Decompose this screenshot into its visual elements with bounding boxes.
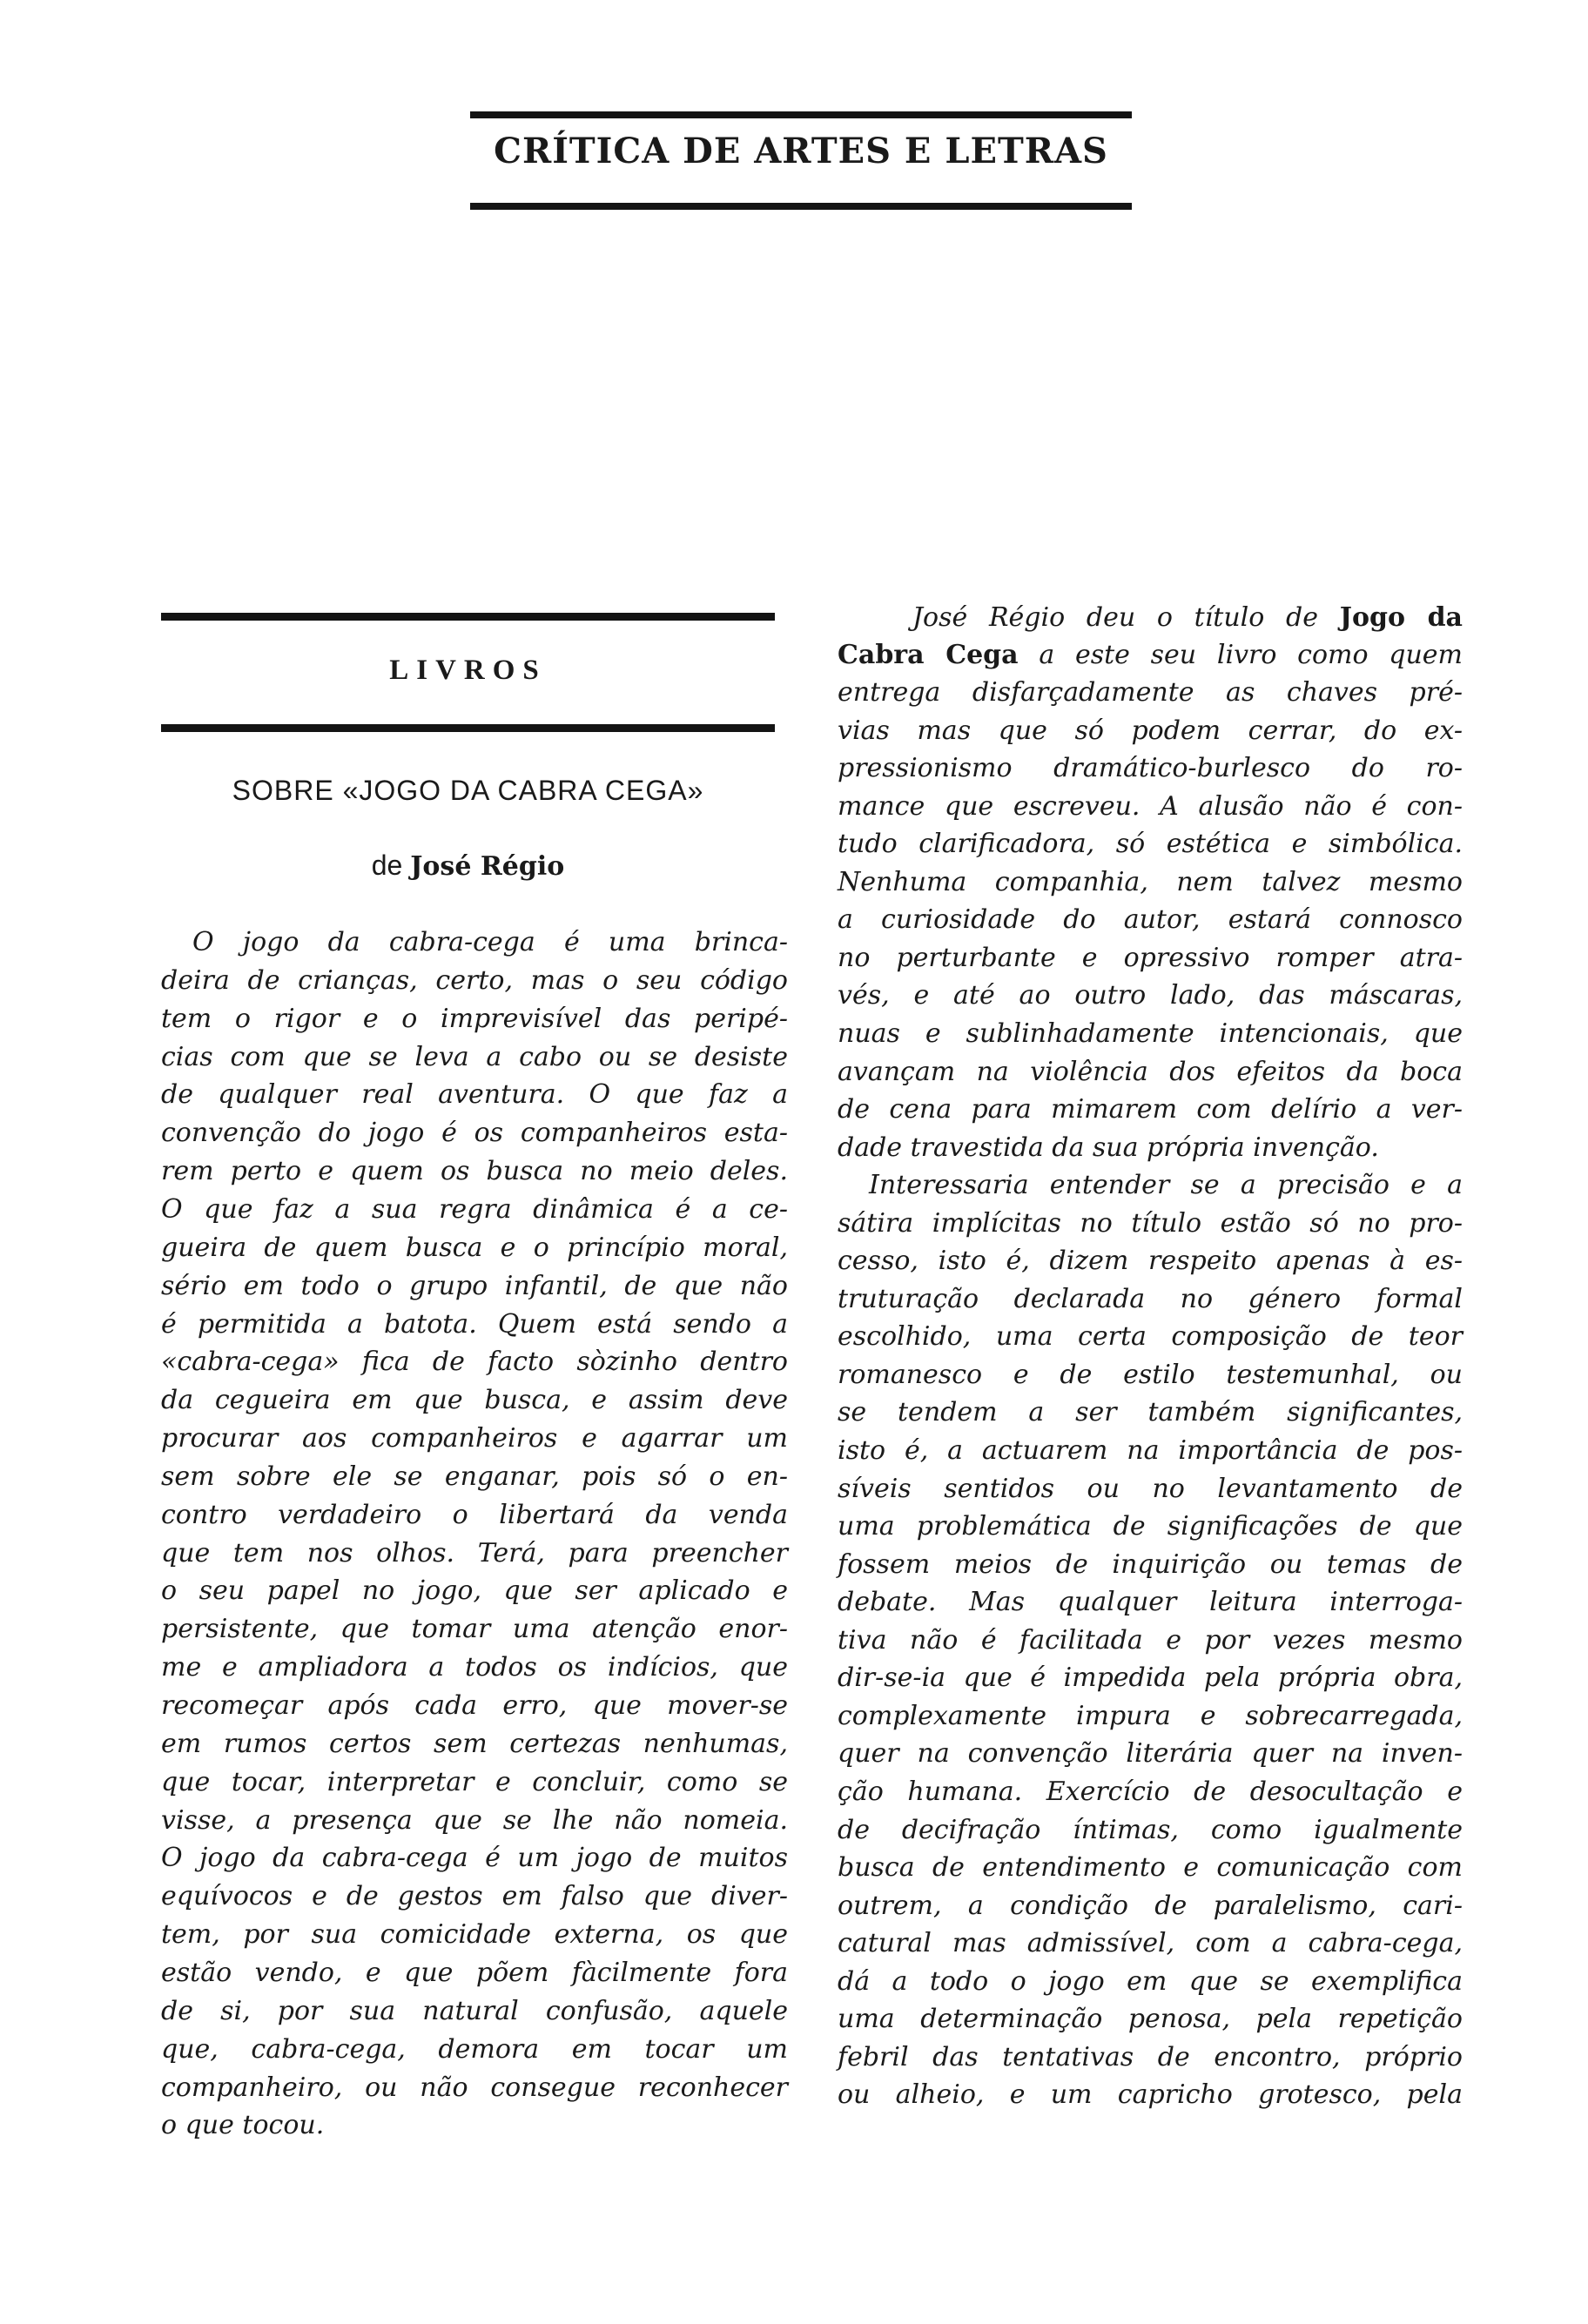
left-column-line: visse, a presença que se lhe não nomeia.: [161, 1804, 788, 1836]
right-column-line: complexamente impura e sobrecarregada,: [838, 1700, 1463, 1731]
right-column-line: se tendem a ser também significantes,: [838, 1397, 1463, 1428]
left-column-line: equívocos e de gestos em falso que diver-: [161, 1881, 788, 1912]
section-rule-bottom: [161, 724, 775, 732]
header-rule-bottom: [470, 203, 1132, 210]
right-column-line: busca de entendimento e comunicação com: [838, 1852, 1463, 1884]
right-column-line: escolhido, uma certa composição de teor: [838, 1321, 1463, 1353]
right-column-line: de decifração íntimas, como igualmente: [838, 1814, 1463, 1845]
right-column-line: debate. Mas qualquer leitura interroga-: [838, 1587, 1463, 1618]
right-column-line: dá a todo o jogo em que se exemplifica: [838, 1965, 1463, 1997]
right-column-line: Nenhuma companhia, nem talvez mesmo: [838, 866, 1463, 897]
section-label: LIVROS: [389, 655, 547, 686]
left-column-line: rem perto e quem os busca no meio deles.: [161, 1156, 788, 1187]
right-column-line: a curiosidade do autor, estará connosco: [838, 904, 1463, 936]
right-column-line: no perturbante e opressivo romper atra-: [838, 942, 1463, 973]
left-column-line: tem o rigor e o imprevisível das peripé-: [161, 1003, 788, 1034]
left-column-line: deira de crianças, certo, mas o seu código: [161, 964, 788, 996]
left-column-line: da cegueira em que busca, e assim deve: [161, 1385, 788, 1416]
left-column-line: convenção do jogo é os companheiros esta-: [161, 1118, 788, 1149]
article-byline: [161, 850, 775, 882]
page-header-title: CRÍTICA DE ARTES E LETRAS: [494, 131, 1108, 171]
left-column-line: «cabra-cega» fica de facto sòzinho dentro: [161, 1347, 788, 1378]
left-column-line: procurar aos companheiros e agarrar um: [161, 1423, 788, 1454]
right-column-line: nuas e sublinhadamente intencionais, que: [838, 1018, 1463, 1049]
left-column-line: tem, por sua comicidade externa, os que: [161, 1919, 788, 1951]
section-rule-top: [161, 613, 775, 621]
left-column-line: contro verdadeiro o libertará da venda: [161, 1499, 788, 1530]
right-column-line: quer na convenção literária quer na inven-: [838, 1738, 1463, 1770]
left-column-line: de qualquer real aventura. O que faz a: [161, 1079, 788, 1111]
left-column-line: estão vendo, e que põem fàcilmente fora: [161, 1957, 788, 1988]
right-line-1a: José Régio deu o título de: [912, 602, 1319, 633]
left-column-line: cias com que se leva a cabo ou se desiste: [161, 1041, 788, 1072]
right-column-line: tiva não é facilitada e por vezes mesmo: [838, 1624, 1463, 1656]
byline-author: José Régio: [410, 851, 565, 882]
right-column-line: uma determinação penosa, pela repetição: [838, 2004, 1463, 2035]
left-column-line: companheiro, ou não consegue reconhecer: [161, 2072, 788, 2103]
left-column-line: recomeçar após cada erro, que mover-se: [161, 1690, 788, 1721]
right-column-line: ção humana. Exercício de desocultação e: [838, 1776, 1463, 1807]
right-column-line: de cena para mimarem com delírio a ver-: [838, 1094, 1463, 1125]
right-column-line: pressionismo dramático-burlesco do ro-: [838, 753, 1463, 784]
right-column-line: avançam na violência dos efeitos da boca: [838, 1056, 1463, 1087]
left-column-line: de si, por sua natural confusão, aquele: [161, 1995, 788, 2026]
right-column-line: truturação declarada no género formal: [838, 1283, 1463, 1314]
right-column-line: mance que escreveu. A alusão não é con-: [838, 790, 1463, 822]
right-column-line: síveis sentidos ou no levantamento de: [838, 1473, 1463, 1504]
left-column-line: que, cabra-cega, demora em tocar um: [161, 2033, 788, 2065]
left-column-line: O jogo da cabra-cega é um jogo de muitos: [161, 1843, 788, 1874]
right-line-2b: a este seu livro como quem: [1039, 640, 1464, 670]
right-column-line: catural mas admissível, com a cabra-cega,: [838, 1928, 1463, 1959]
right-line-2a: Cabra Cega: [838, 640, 1019, 670]
right-column-line: [881, 601, 1463, 635]
left-column-line: O que faz a sua regra dinâmica é a ce-: [161, 1193, 788, 1225]
left-column-line: sério em todo o grupo infantil, de que não: [161, 1270, 788, 1301]
left-column-line: sem sobre ele se enganar, pois só o en-: [161, 1461, 788, 1492]
right-column-line: vias mas que só podem cerrar, do ex-: [838, 715, 1463, 746]
right-column-line: dir-se-ia que é impedida pela própria obra,: [838, 1662, 1463, 1694]
article-title: SOBRE «JOGO DA CABRA CEGA»: [232, 775, 704, 806]
left-column-line: gueira de quem busca e o princípio moral,: [161, 1232, 788, 1263]
right-column-line: uma problemática de significações de que: [838, 1511, 1463, 1542]
left-column-line: o que tocou.: [161, 2110, 325, 2141]
right-column-line: tudo clarificadora, só estética e simbólica.: [838, 829, 1463, 860]
right-column-line: sátira implícitas no título estão só no pro-: [838, 1207, 1463, 1239]
left-column-line: me e ampliadora a todos os indícios, que: [161, 1652, 788, 1683]
right-column-line: dade travestida da sua própria invenção.: [838, 1132, 1379, 1163]
right-column-line: ou alheio, e um capricho grotesco, pela: [838, 2079, 1463, 2111]
right-column-line: vés, e até ao outro lado, das máscaras,: [838, 980, 1463, 1011]
right-column-line: isto é, a actuarem na importância de pos-: [838, 1435, 1463, 1466]
right-column-line: fossem meios de inquirição ou temas de: [838, 1548, 1463, 1580]
right-column-line: Interessaria entender se a precisão e a: [869, 1170, 1463, 1201]
left-column-line: O jogo da cabra-cega é uma brinca-: [192, 927, 788, 957]
left-column-line: em rumos certos sem certezas nenhumas,: [161, 1728, 788, 1759]
left-column-line: persistente, que tomar uma atenção enor-: [161, 1614, 788, 1645]
right-column-line: entrega disfarçadamente as chaves pré-: [838, 677, 1463, 708]
right-line-1b: Jogo da: [1339, 602, 1463, 633]
right-column-line: outrem, a condição de paralelismo, cari-: [838, 1890, 1463, 1921]
right-column-line: romanesco e de estilo testemunhal, ou: [838, 1359, 1463, 1390]
left-column-line: é permitida a batota. Quem está sendo a: [161, 1308, 788, 1340]
left-column-line: que tocar, interpretar e concluir, como se: [161, 1766, 788, 1797]
right-column-line: febril das tentativas de encontro, próprio: [838, 2041, 1463, 2072]
right-column-line: [838, 638, 1463, 673]
right-column-line: cesso, isto é, dizem respeito apenas à es-: [838, 1246, 1463, 1277]
left-column-line: o seu papel no jogo, que ser aplicado e: [161, 1575, 788, 1607]
left-column-line: que tem nos olhos. Terá, para preencher: [161, 1537, 788, 1568]
header-rule-top: [470, 111, 1132, 118]
byline-prefix: de: [371, 850, 403, 881]
